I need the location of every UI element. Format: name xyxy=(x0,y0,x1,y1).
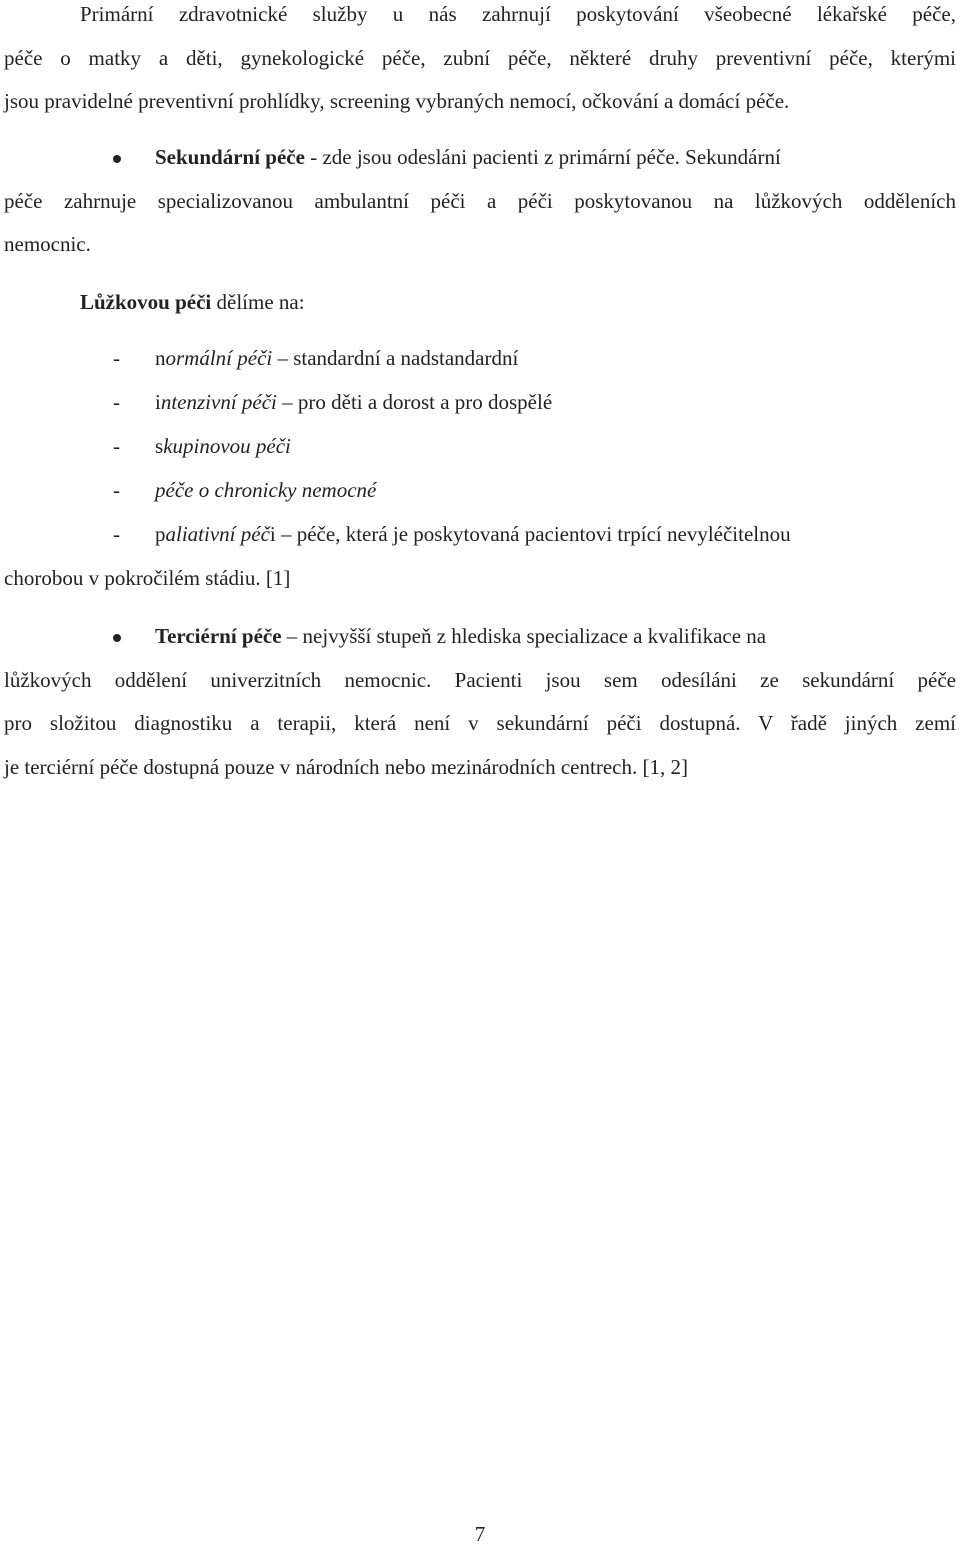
list-dash: - xyxy=(113,346,120,370)
list-item-rest: i – péče, která je poskytovaná pacientovi trpící nevyléčitelnou xyxy=(269,522,791,546)
primary-line-3: jsou pravidelné preventivní prohlídky, screening vybraných nemocí, očkování a domácí péče. xyxy=(4,89,790,113)
page-number: 7 xyxy=(474,1522,486,1546)
list-tail: chorobou v pokročilém stádiu. [1] xyxy=(4,566,291,590)
list-item-italic: kupinovou péči xyxy=(163,434,291,458)
list-item-pre: s xyxy=(155,434,164,458)
bullet-icon xyxy=(113,155,121,163)
list-item-rest: – standardní a nadstandardní xyxy=(272,346,519,370)
list-item-italic: ormální péči xyxy=(165,346,273,370)
tertiary-line-1-rest: – nejvyšší stupeň z hlediska specializace a kvalifikace na xyxy=(281,624,767,648)
list-dash: - xyxy=(113,434,120,458)
tertiary-line-3: pro složitou diagnostiku a terapii, která není v sekundární péči dostupná. V řadě jiných zemí xyxy=(4,711,956,735)
bullet-icon xyxy=(113,634,121,642)
list-item-pre: p xyxy=(155,522,166,546)
bed-care-term: Lůžkovou péči xyxy=(80,290,212,314)
primary-line-1: Primární zdravotnické služby u nás zahrnují poskytování všeobecné lékařské péče, xyxy=(80,2,956,26)
list-item-italic: aliativní péč xyxy=(165,522,270,546)
list-item-italic: ntenzivní péči xyxy=(160,390,277,414)
tertiary-line-2: lůžkových oddělení univerzitních nemocnic. Pacienti jsou sem odesíláni ze sekundární péče xyxy=(4,668,956,692)
list-dash: - xyxy=(113,478,120,502)
list-item xyxy=(113,522,956,546)
secondary-line-3: nemocnic. xyxy=(4,232,91,256)
bed-care-intro xyxy=(80,290,956,314)
secondary-line-1 xyxy=(155,145,956,169)
list-item-pre: n xyxy=(155,346,166,370)
list-item xyxy=(113,390,956,414)
list-dash: - xyxy=(113,390,120,414)
tertiary-term: Terciérní péče xyxy=(155,624,282,648)
secondary-line-1-rest: - zde jsou odesláni pacienti z primární péče. Sekundární xyxy=(304,145,781,169)
list-item-rest: – pro děti a dorost a pro dospělé xyxy=(276,390,553,414)
list-item-italic: péče o chronicky nemocné xyxy=(155,478,377,502)
list-item-pre: i xyxy=(155,390,161,414)
secondary-term: Sekundární péče xyxy=(155,145,305,169)
bed-care-rest: dělíme na: xyxy=(211,290,305,314)
list-dash: - xyxy=(113,522,120,546)
secondary-line-2: péče zahrnuje specializovanou ambulantní péči a péči poskytovanou na lůžkových odděleních xyxy=(4,189,956,213)
list-item xyxy=(113,478,956,502)
primary-line-2: péče o matky a děti, gynekologické péče, zubní péče, některé druhy preventivní péče, kterými xyxy=(4,46,956,70)
list-item xyxy=(113,434,956,458)
list-item xyxy=(113,346,956,370)
tertiary-line-1 xyxy=(155,624,956,648)
tertiary-line-4: je terciérní péče dostupná pouze v národních nebo mezinárodních centrech. [1, 2] xyxy=(4,755,688,779)
